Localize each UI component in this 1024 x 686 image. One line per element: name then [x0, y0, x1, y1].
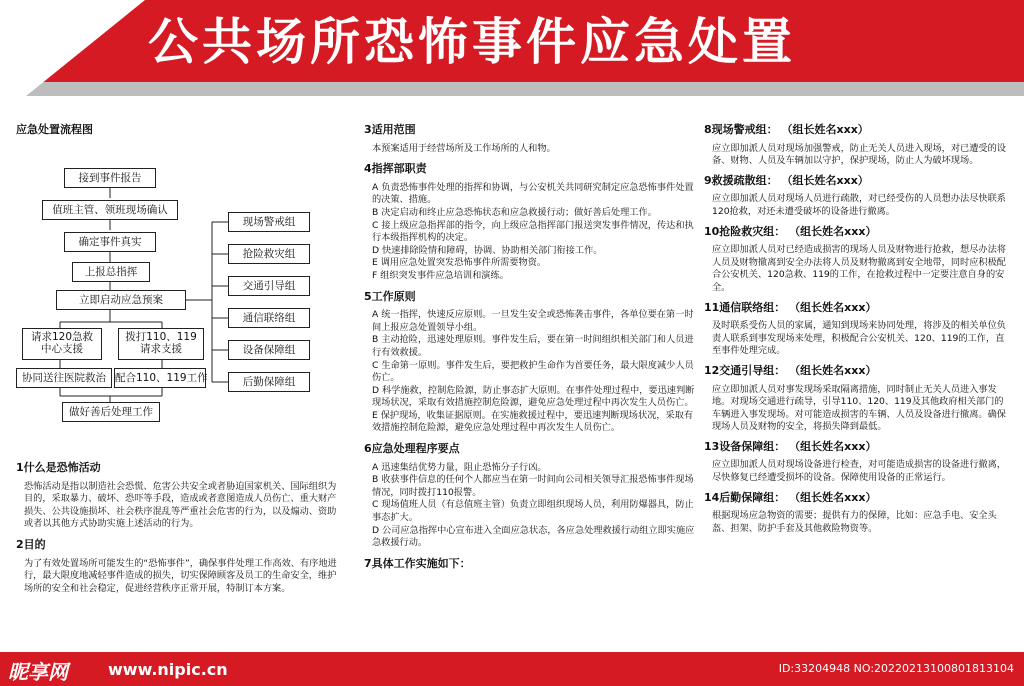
- group-section: [704, 226, 1010, 295]
- group-leader: （组长姓名xxx）: [789, 224, 877, 238]
- flow-aftermath: 做好善后处理工作: [62, 402, 160, 422]
- flow-group-equipment: 设备保障组: [228, 340, 310, 360]
- group-section: [704, 175, 1010, 219]
- flow-group-cordon: 现场警戒组: [228, 212, 310, 232]
- header-grey-stripe: [0, 82, 1024, 96]
- section-4-item: D 快速排除险情和障碍，协调、协助相关部门衔接工作。: [372, 244, 603, 256]
- section-6-item: C 现场值班人员（有总值班主管）负责立即组织现场人员，利用防爆器具，防止事态扩大。: [372, 499, 694, 524]
- group-leader: （组长姓名xxx）: [789, 363, 877, 377]
- group-name: 9救援疏散组：: [704, 173, 778, 187]
- group-name: 11通信联络组：: [704, 300, 786, 314]
- section-4-item: E 调用应急处置突发恐怖事件所需要物资。: [372, 257, 547, 269]
- flow-branch-110: [118, 328, 204, 360]
- section-4-item: A 负责恐怖事件处理的指挥和协调，与公安机关共同研究制定应急恐怖事件处置的决策、措施。: [372, 181, 694, 206]
- header-banner: [0, 0, 1024, 104]
- column-middle: [364, 124, 698, 570]
- section-6-item: D 公司应急指挥中心宣布进入全面应急状态，各应急处理救援行动组立即实施应急救援行动。: [372, 524, 695, 549]
- group-leader: （组长姓名xxx）: [789, 300, 877, 314]
- group-title: [704, 492, 1010, 505]
- column-left: [16, 124, 346, 137]
- group-leader: （组长姓名xxx）: [781, 173, 869, 187]
- group-title: [704, 226, 1010, 239]
- group-title: [704, 441, 1010, 454]
- section-4-item: C 接上级应急指挥部的指令，向上级应急指挥部门报送突发事件情况，传达和执行本级指挥机构的决定。: [372, 219, 694, 244]
- flow-group-rescue: 抢险救灾组: [228, 244, 310, 264]
- image-id: ID:33204948 NO:20220213100801813104: [778, 662, 1014, 675]
- section-1-title: 1什么是恐怖活动: [16, 461, 101, 474]
- group-leader: （组长姓名xxx）: [789, 490, 877, 504]
- flow-hospital: 协同送往医院救治: [16, 368, 112, 388]
- section-4-item: F 组织突发事件应急培训和演练。: [372, 269, 509, 281]
- section-2-text: 为了有效处置场所可能发生的“恐怖事件”，确保事件处理工作高效、有序地进行，最大限度地减轻事件造成的损失，切实保障顾客及员工的生命安全，维护场所的安全和社会稳定，促进经营秩序正常开展，特制订本方案。: [24, 557, 337, 594]
- group-section: [704, 124, 1010, 168]
- group-name: 13设备保障组：: [704, 439, 786, 453]
- section-4-title: 4指挥部职责: [364, 162, 427, 176]
- section-1-text: 恐怖活动是指以制造社会恐慌、危害公共安全或者胁迫国家机关、国际组织为目的，采取暴力、破坏、恐吓等手段，造成或者意图造成人员伤亡、重大财产损失、公共设施损坏、社会秩序混乱等严重社会危害的行为，以及煽动、资助或者以其他方式协助实施上述活动的行为。: [24, 480, 337, 530]
- flow-step-verify: 确定事件真实: [64, 232, 156, 252]
- group-section: [704, 441, 1010, 485]
- watermark-url: www.nipic.cn: [108, 660, 228, 679]
- section-5-list: [364, 309, 698, 435]
- section-1-2: [16, 462, 338, 595]
- section-5-item: B 主动抢险，迅速处理原则。事件发生后，要在第一时间组织相关部门和人员进行有效救援。: [372, 334, 694, 358]
- group-leader: （组长姓名xxx）: [789, 439, 877, 453]
- group-text: 及时联系受伤人员的家属，通知到现场来协同处理，将涉及的相关单位负责人联系到事发现场来处理，积极配合公安机关、120、119的工作，直至事件处理完成。: [712, 320, 1006, 357]
- group-title: [704, 302, 1010, 315]
- group-section: [704, 365, 1010, 434]
- group-text: 应立即加派人员对现场人员进行疏散，对已经受伤的人员想办法尽快联系120抢救，对还未遭受破坏的设备进行撤离。: [712, 193, 1006, 217]
- flow-branch-110-line1: 拨打110、119: [125, 331, 197, 343]
- footer-bar: [0, 652, 1024, 686]
- section-4-list: [364, 182, 698, 283]
- section-3-text: 本预案适用于经营场所及工作场所的人和物。: [372, 142, 556, 154]
- group-title: [704, 124, 1010, 137]
- flow-step-activate-plan: 立即启动应急预案: [56, 290, 186, 310]
- section-5-title: 5工作原则: [364, 289, 416, 303]
- group-text: 根据现场应急物资的需要；提供有力的保障，比如：应急手电、安全头盔、担架、防护手套及其他救险物资等。: [712, 510, 997, 534]
- section-5-item: A 统一指挥，快速反应原则。一旦发生安全或恐怖袭击事件，各单位要在第一时间上报应急处置领导小组。: [372, 309, 694, 333]
- flow-group-logistics: 后勤保障组: [228, 372, 310, 392]
- flow-branch-120-line2: 中心支援: [41, 343, 83, 355]
- section-6-item: B 收获事件信息的任何个人都应当在第一时间向公司相关领导汇报恐怖事件现场情况，同时拨打110报警。: [372, 474, 694, 498]
- flow-group-comms: 通信联络组: [228, 308, 310, 328]
- flow-branch-110-line2: 请求支援: [140, 343, 182, 355]
- flowchart-title: 应急处置流程图: [16, 123, 93, 136]
- group-name: 8现场警戒组：: [704, 123, 778, 136]
- section-2-title: 2目的: [16, 537, 46, 551]
- flow-branch-120: [22, 328, 102, 360]
- section-6-title: 6应急处理程序要点: [364, 442, 460, 456]
- group-text: 应立即加派人员对已经造成损害的现场人员及财物进行抢救，想尽办法将人员及财物撤离到安全办法将人员及财物撤离到安全地带，同时应积极配合公安机关、120急救、119的工作，在抢救过程中一定要注意自身的安全。: [712, 244, 1006, 293]
- group-text: 应立即加派人员对现场加强警戒，防止无关人员进入现场，对已遭受的设备、财物、人员及车辆加以守护，保护现场，防止人为破坏现场。: [712, 142, 1006, 167]
- flow-group-traffic: 交通引导组: [228, 276, 310, 296]
- group-title: [704, 175, 1010, 188]
- group-text: 应立即加派人员对现场设备进行检查，对可能造成损害的设备进行撤离，尽快修复已经遭受损坏的设备。保障使用设备的正常运行。: [712, 459, 1006, 484]
- flow-step-report: 上报总指挥: [72, 262, 150, 282]
- watermark-logo: 昵享网: [8, 660, 68, 684]
- flow-branch-120-line1: 请求120急救: [30, 331, 94, 343]
- group-text: 应立即加派人员对事发现场采取隔离措施，同时制止无关人员进入事发地。对现场交通进行疏导，引导110、120、119及其他政府相关部门的车辆进入事发现场。对可能造成损害的车辆、人员及设备进行撤离。确保现场人员及财物的安全，将损失降到最低。: [712, 383, 1006, 433]
- group-title: [704, 365, 1010, 378]
- flow-step-receive: 接到事件报告: [64, 168, 156, 188]
- section-3-title: 3适用范围: [364, 123, 416, 136]
- group-section: [704, 492, 1010, 536]
- group-name: 10抢险救灾组：: [704, 224, 786, 238]
- column-right: [704, 124, 1010, 535]
- group-name: 14后勤保障组：: [704, 490, 786, 504]
- flow-cooperate: 配合110、119工作: [114, 368, 206, 388]
- section-5-item: D 科学施救，控制危险源，防止事态扩大原则。在事件处理过程中，要迅速判断现场状况，采取有效措施控制危险源，避免应急处理过程中再次发生人员伤亡。: [372, 384, 695, 409]
- section-4-item: B 决定启动和终止应急恐怖状态和应急救援行动；做好善后处理工作。: [372, 206, 657, 218]
- section-7-title: 7具体工作实施如下：: [364, 556, 471, 570]
- group-name: 12交通引导组：: [704, 363, 786, 377]
- section-6-list: [364, 462, 698, 550]
- group-leader: （组长姓名xxx）: [781, 123, 869, 136]
- section-5-item: E 保护现场，收集证据原则。在实施救援过程中，要迅速判断现场状况，采取有效措施控制危险源，避免应急处理过程中再次发生人员伤亡。: [372, 409, 694, 434]
- section-6-item: A 迅速集结优势力量，阻止恐怖分子行凶。: [372, 461, 547, 473]
- group-section: [704, 302, 1010, 358]
- page-title: 公共场所恐怖事件应急处置: [148, 13, 796, 71]
- flowchart: [16, 150, 336, 430]
- section-5-item: C 生命第一原则。事件发生后，要把救护生命作为首要任务，最大限度减少人员伤亡。: [372, 359, 694, 384]
- flow-step-confirm: 值班主管、领班现场确认: [42, 200, 178, 220]
